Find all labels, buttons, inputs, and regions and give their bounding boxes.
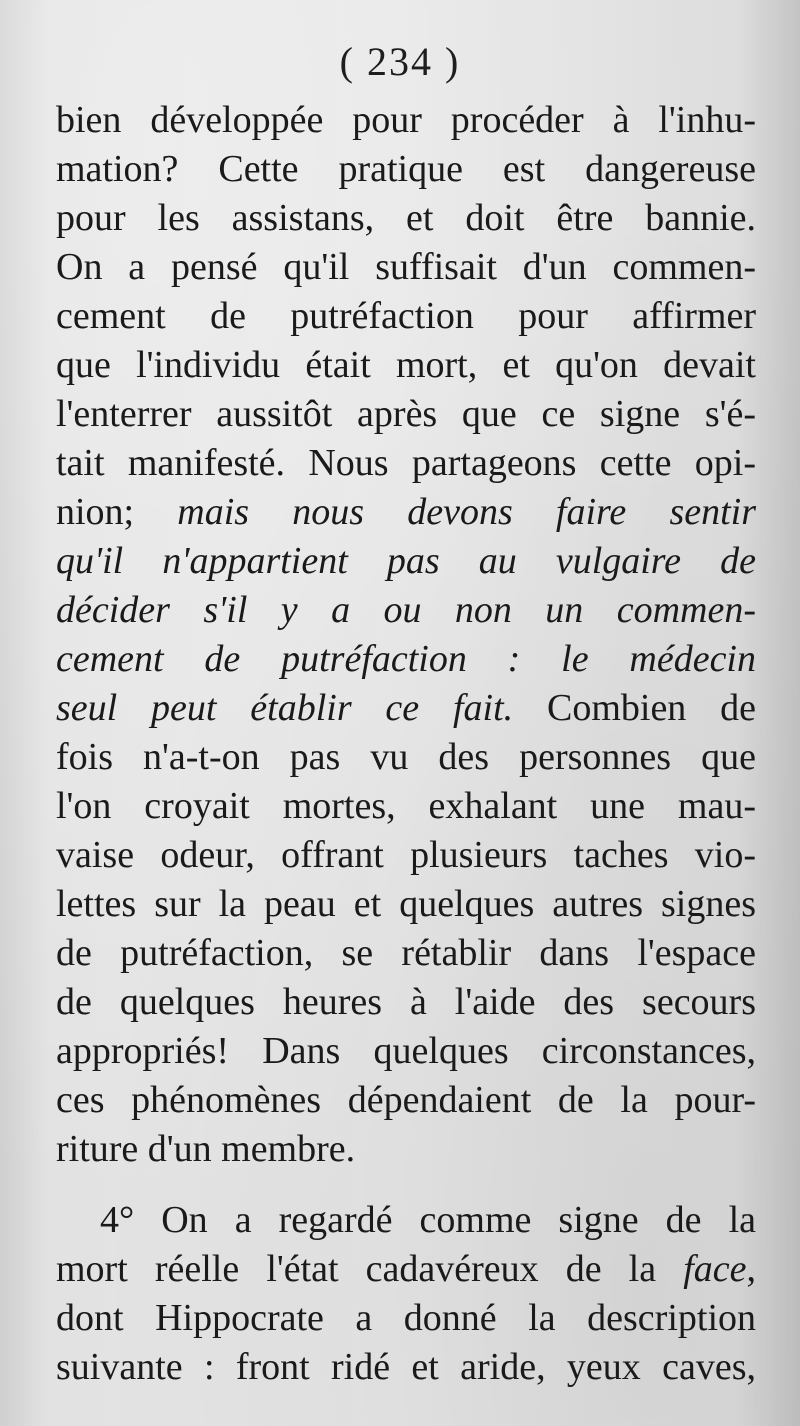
text-line: ces phénomènes dépendaient de la pour- — [56, 1079, 756, 1121]
text-line: bien développée pour procéder à l'inhu- — [56, 99, 756, 141]
italic-text-line: cement de putréfaction : le médecin — [56, 638, 756, 680]
body-text — [56, 96, 756, 1392]
text-line — [56, 1245, 756, 1294]
italic-text-run: seul peut établir ce fait. — [56, 687, 514, 729]
paragraph-gap — [56, 1174, 756, 1196]
text-run: mort réelle l'état cadavéreux de la — [56, 1248, 684, 1290]
italic-text-run: face — [683, 1248, 747, 1290]
text-line: que l'individu était mort, et qu'on devait — [56, 344, 756, 386]
text-line: lettes sur la peau et quelques autres signes — [56, 883, 756, 925]
page-number: ( 234 ) — [339, 39, 461, 84]
italic-text-line: décider s'il y a ou non un commen- — [56, 589, 756, 631]
text-line: On a pensé qu'il suffisait d'un commen- — [56, 246, 756, 288]
text-run: , — [746, 1248, 756, 1290]
text-line: de putréfaction, se rétablir dans l'espace — [56, 932, 756, 974]
italic-text-line: qu'il n'appartient pas au vulgaire de — [56, 540, 756, 582]
text-line: mation? Cette pratique est dangereuse — [56, 148, 756, 190]
italic-text-run: mais nous devons faire sentir — [177, 491, 756, 533]
text-run: nion; — [56, 491, 178, 533]
text-line — [56, 488, 756, 537]
text-line: cement de putréfaction pour affirmer — [56, 295, 756, 337]
text-run: Combien de — [513, 687, 756, 729]
text-line: 4° On a regardé comme signe de la — [100, 1199, 756, 1241]
text-line: vaise odeur, offrant plusieurs taches vio- — [56, 834, 756, 876]
text-line: suivante : front ridé et aride, yeux caves, — [56, 1346, 756, 1388]
text-line: l'on croyait mortes, exhalant une mau- — [56, 785, 756, 827]
text-line: de quelques heures à l'aide des secours — [56, 981, 756, 1023]
text-line: pour les assistans, et doit être bannie. — [56, 197, 756, 239]
text-line: appropriés! Dans quelques circonstances, — [56, 1030, 756, 1072]
text-line: fois n'a-t-on pas vu des personnes que — [56, 736, 756, 778]
text-line: dont Hippocrate a donné la description — [56, 1297, 756, 1339]
text-line — [56, 684, 756, 733]
text-line: riture d'un membre. — [56, 1128, 356, 1170]
text-line: l'enterrer aussitôt après que ce signe s'é- — [56, 393, 756, 435]
text-line: tait manifesté. Nous partageons cette opi- — [56, 442, 756, 484]
